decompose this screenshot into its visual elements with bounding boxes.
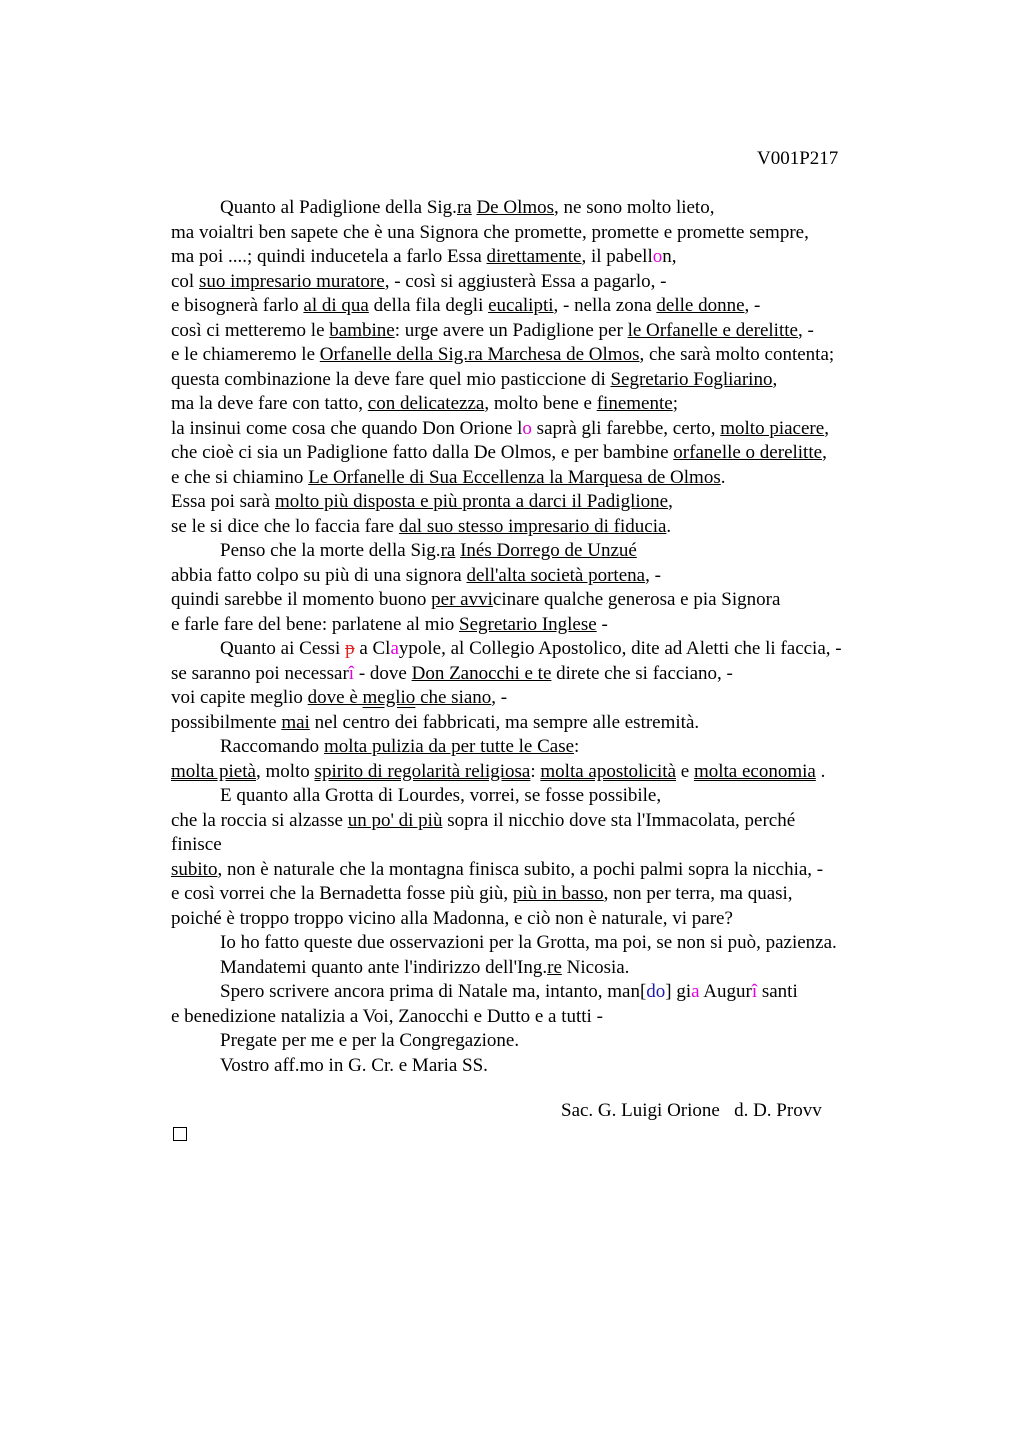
styled-text-segment: a (390, 638, 399, 659)
text-segment: , (824, 417, 829, 439)
styled-text-segment: dal suo stesso impresario di fiducia (398, 515, 667, 537)
styled-text-segment: dell'alta società portena (466, 564, 646, 586)
text-line (171, 1054, 911, 1079)
styled-text-segment: î (348, 662, 355, 684)
text-line (171, 294, 911, 319)
styled-text-segment: p (345, 638, 355, 659)
text-segment: abbia fatto colpo su più di una signora (171, 564, 467, 586)
text-line (171, 760, 911, 785)
text-segment: , non è naturale che la montagna finisca subito, a pochi palmi sopra la nicchia, - (217, 858, 824, 880)
text-line (171, 490, 911, 515)
text-line (171, 245, 911, 270)
text-segment: Penso che la morte della Sig. (220, 540, 441, 561)
styled-text-segment: un po' di più (347, 809, 443, 831)
styled-text-segment: orfanelle o derelitte (673, 442, 823, 463)
styled-text-segment: le Orfanelle e derelitte (627, 319, 798, 341)
text-line (171, 539, 911, 564)
text-segment: , - (491, 687, 508, 708)
text-segment: , molto (255, 760, 315, 782)
text-line (171, 588, 911, 613)
styled-text-segment: re (547, 956, 562, 978)
text-segment: . (666, 515, 672, 537)
styled-text-segment: Don Zanocchi e te (411, 662, 552, 684)
styled-text-segment: mai (281, 711, 310, 733)
text-line (171, 441, 911, 466)
styled-text-segment: ra (456, 197, 472, 218)
text-line (171, 515, 911, 540)
text-segment: : (574, 736, 580, 757)
text-segment: ; (672, 393, 678, 414)
text-segment: Mandatemi quanto ante l'indirizzo dell'Ing. (220, 956, 548, 978)
text-line (171, 833, 911, 858)
checkbox-square-icon (173, 1127, 187, 1141)
text-segment: ma la deve fare con tatto, (171, 393, 368, 414)
text-segment: quindi sarebbe il momento buono (171, 589, 432, 610)
text-line (171, 196, 911, 221)
text-segment: e le chiameremo le (171, 344, 320, 365)
text-segment: Io ho fatto queste due osservazioni per la Grotta, ma poi, se non si può, pazienza. (220, 932, 837, 953)
styled-text-segment: dove è (307, 687, 363, 708)
text-line (171, 564, 911, 589)
text-segment: così ci metteremo le (171, 319, 330, 341)
text-segment: ma poi ....; quindi inducetela a farlo Essa (171, 246, 487, 267)
text-segment: col (171, 270, 199, 292)
styled-text-segment: do (646, 981, 666, 1002)
text-segment: e che si chiamino (171, 466, 309, 488)
styled-text-segment: o (652, 246, 663, 267)
text-segment: Raccomando (220, 736, 324, 757)
styled-text-segment: suo impresario muratore (198, 270, 385, 292)
styled-text-segment: molto più disposta e più pronta a darci il Padiglione (274, 491, 669, 512)
text-segment: la insinui come cosa che quando Don Orione l (171, 417, 523, 439)
text-segment: possibilmente (171, 711, 282, 733)
text-line (171, 613, 911, 638)
styled-text-segment: eucalipti (488, 295, 554, 316)
text-line (171, 735, 911, 760)
text-line (171, 466, 911, 491)
text-segment: , il pabell (581, 246, 653, 267)
text-line (171, 319, 911, 344)
text-segment: Quanto ai Cessi (220, 638, 346, 659)
text-segment: direte che si facciano, - (551, 662, 733, 684)
text-segment: saprà gli farebbe, certo, (531, 417, 721, 439)
text-line (171, 270, 911, 295)
styled-text-segment: molto piacere (720, 417, 825, 439)
text-segment: ypole, al Collegio Apostolico, dite ad Aletti che li faccia, - (398, 638, 842, 659)
styled-text-segment: Inés Dorrego de Unzué (460, 540, 637, 561)
text-segment: Spero scrivere ancora prima di Natale ma, intanto, man[ (220, 981, 647, 1002)
text-segment: ma voialtri ben sapete che è una Signora che promette, promette e promette sempre, (171, 221, 809, 243)
text-line (171, 809, 911, 834)
text-segment: , (668, 491, 673, 512)
text-line (171, 711, 911, 736)
text-segment: : (530, 760, 541, 782)
text-segment: ] gi (665, 981, 692, 1002)
text-line (171, 637, 911, 662)
text-segment: - (596, 613, 608, 635)
text-segment: E quanto alla Grotta di Lourdes, vorrei, se fosse possibile, (220, 785, 662, 806)
text-segment: che cioè ci sia un Padiglione fatto dalla De Olmos, e per bambine (171, 442, 674, 463)
styled-text-segment: spirito di regolarità religiosa (314, 760, 531, 782)
styled-text-segment: a (691, 981, 700, 1002)
text-segment: poiché è troppo troppo vicino alla Madonna, e ciò non è naturale, vi pare? (171, 907, 733, 929)
text-segment: , ne sono molto lieto, (554, 197, 715, 218)
styled-text-segment: direttamente (486, 246, 582, 267)
styled-text-segment: delle donne (656, 295, 745, 316)
text-segment: . (815, 760, 826, 782)
text-segment: e così vorrei che la Bernadetta fosse più giù, (171, 883, 513, 904)
styled-text-segment: bambine (329, 319, 395, 341)
text-segment: , (822, 442, 827, 463)
text-segment: Augur (699, 981, 752, 1002)
styled-text-segment: che siano (415, 687, 492, 708)
styled-text-segment: molta pietà (171, 760, 256, 782)
text-line (171, 956, 911, 981)
text-segment: , - (645, 564, 661, 586)
text-segment: n, (662, 246, 677, 267)
text-segment: , - nella zona (553, 295, 657, 316)
styled-text-segment: subito (171, 858, 218, 880)
text-segment: finisce (171, 834, 222, 855)
text-line (171, 784, 911, 809)
text-segment: . (720, 466, 726, 488)
text-line (171, 686, 911, 711)
styled-text-segment: Le Orfanelle di Sua Eccellenza la Marquesa de Olmos (308, 466, 721, 488)
styled-text-segment: meglio (362, 687, 416, 708)
text-segment: santi (757, 981, 798, 1002)
signature-line: Sac. G. Luigi Orione d. D. Provv (561, 1100, 822, 1121)
text-segment: Vostro aff.mo in G. Cr. e Maria SS. (220, 1054, 488, 1076)
text-segment: Quanto al Padiglione della Sig. (220, 197, 457, 218)
text-segment: che la roccia si alzasse (171, 809, 348, 831)
styled-text-segment: î (751, 981, 758, 1002)
text-segment: , molto bene e (484, 393, 597, 414)
styled-text-segment: al di qua (303, 295, 369, 316)
styled-text-segment: molta apostolicità (540, 760, 676, 782)
text-segment: , (772, 368, 778, 390)
text-segment: cinare qualche generosa e pia Signora (492, 589, 781, 610)
text-line (171, 980, 911, 1005)
text-segment: e farle fare del bene: parlatene al mio (171, 613, 459, 635)
styled-text-segment: ra (440, 540, 456, 561)
text-segment: nel centro dei fabbricati, ma sempre alle estremità. (309, 711, 700, 733)
text-segment: , - (797, 319, 814, 341)
styled-text-segment: De Olmos (476, 197, 555, 218)
text-segment: Pregate per me e per la Congregazione. (220, 1030, 520, 1051)
text-segment: , che sarà molto contenta; (639, 344, 835, 365)
text-line (171, 882, 911, 907)
text-line (171, 368, 911, 393)
text-segment: sopra il nicchio dove sta l'Immacolata, perché (442, 809, 796, 831)
text-line (171, 907, 911, 932)
text-segment: Essa poi sarà (171, 491, 275, 512)
styled-text-segment: per avvi (431, 589, 493, 610)
text-line (171, 392, 911, 417)
styled-text-segment: finemente (596, 393, 673, 414)
styled-text-segment: Segretario Inglese (459, 613, 597, 635)
letter-body (171, 196, 911, 1078)
text-segment: e (676, 760, 694, 782)
text-segment: , - così si aggiusterà Essa a pagarlo, - (384, 270, 667, 292)
styled-text-segment: molta pulizia da per tutte le Case (323, 736, 575, 757)
text-segment: Nicosia. (561, 956, 630, 978)
text-line (171, 858, 911, 883)
text-segment: a Cl (354, 638, 391, 659)
text-line (171, 417, 911, 442)
text-segment: e bisognerà farlo (171, 295, 304, 316)
text-line (171, 662, 911, 687)
text-line (171, 221, 911, 246)
text-segment: questa combinazione la deve fare quel mio pasticcione di (171, 368, 611, 390)
styled-text-segment: Segretario Fogliarino (610, 368, 773, 390)
styled-text-segment: Orfanelle della Sig.ra Marchesa de Olmos (319, 344, 640, 365)
text-segment: se saranno poi necessar (171, 662, 349, 684)
text-line (171, 931, 911, 956)
text-segment: - dove (354, 662, 412, 684)
styled-text-segment: con delicatezza (367, 393, 485, 414)
text-segment: , non per terra, ma quasi, (603, 883, 793, 904)
text-line (171, 1029, 911, 1054)
styled-text-segment: o (522, 417, 532, 439)
text-segment: e benedizione natalizia a Voi, Zanocchi e Dutto e a tutti - (171, 1005, 603, 1027)
text-segment: se le si dice che lo faccia fare (171, 515, 399, 537)
styled-text-segment: più in basso (512, 883, 604, 904)
text-segment: , - (744, 295, 761, 316)
text-segment: : urge avere un Padiglione per (394, 319, 628, 341)
text-line (171, 343, 911, 368)
page-reference: V001P217 (757, 148, 839, 169)
text-segment: della fila degli (368, 295, 489, 316)
text-segment: voi capite meglio (171, 687, 308, 708)
styled-text-segment: molta economia (693, 760, 816, 782)
text-line (171, 1005, 911, 1030)
